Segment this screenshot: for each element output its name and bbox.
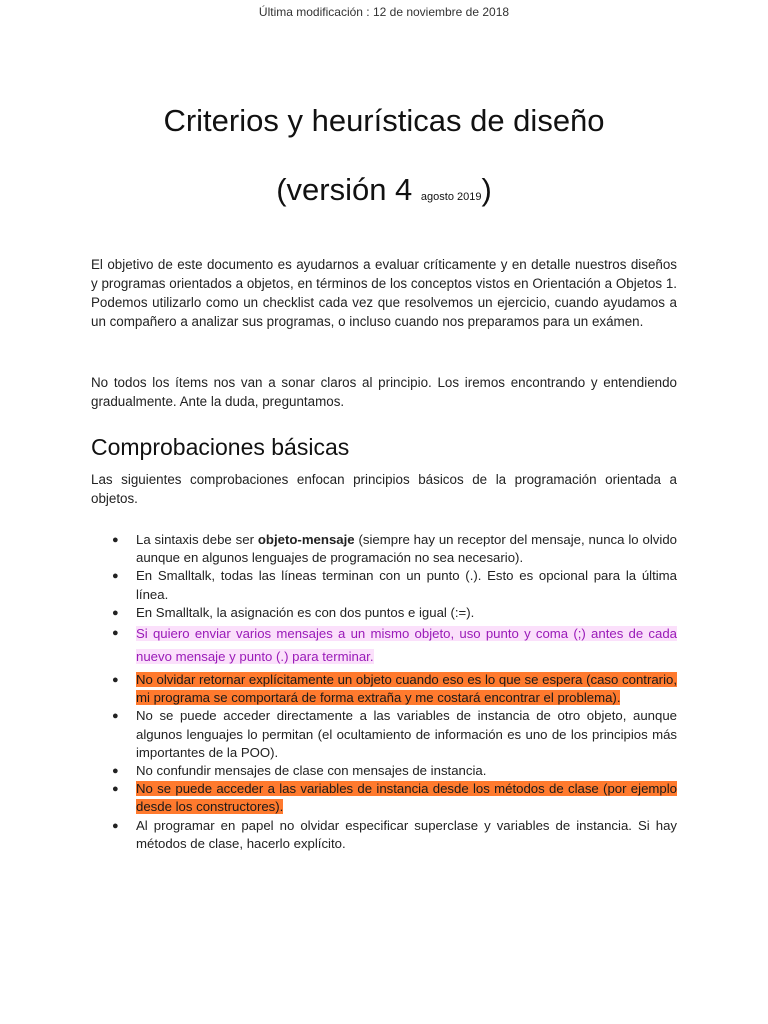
document-title: Criterios y heurísticas de diseño — [163, 103, 605, 138]
list-item-highlighted-pink — [91, 622, 677, 668]
checklist — [91, 531, 677, 853]
list-item — [91, 707, 677, 762]
version-close: ) — [481, 172, 492, 207]
intro-paragraph: El objetivo de este documento es ayudarnos a evaluar críticamente y en detalle nuestros diseños y programas orientados a objetos, en términos de los conceptos vistos en Orientación a Objetos 1. Podemos utilizarlo como un checklist cada vez que resolvemos un ejercicio, cuando ayudamos a un compañero a analizar sus programas, o incluso cuando nos preparamos para un exámen. — [91, 257, 677, 329]
section-heading: Comprobaciones básicas — [91, 434, 350, 460]
bullet-icon: ● — [112, 783, 119, 796]
bullet-icon: ● — [112, 710, 119, 723]
item-text: No se puede acceder directamente a las variables de instancia de otro objeto, aunque algunos lenguajes lo permitan (el ocultamiento de información es uno de los principios más importantes de la POO). — [136, 708, 677, 760]
bullet-icon: ● — [112, 606, 119, 619]
version-date: agosto 2019 — [420, 191, 482, 203]
item-text: En Smalltalk, la asignación es con dos puntos e igual (:=). — [136, 604, 475, 620]
bullet-icon: ● — [112, 674, 119, 687]
bullet-icon: ● — [112, 570, 119, 583]
bullet-icon: ● — [112, 765, 119, 778]
last-modified-text: Última modificación : 12 de noviembre de 2018 — [258, 5, 510, 19]
highlighted-item-text: Si quiero enviar varios mensajes a un mismo objeto, uso punto y coma (;) antes de cada nuevo mensaje y punto (.) para terminar. — [136, 626, 677, 665]
bullet-icon: ● — [112, 534, 119, 546]
version-label: (versión 4 — [276, 172, 421, 207]
list-item-highlighted-orange — [91, 671, 677, 707]
list-item — [91, 531, 677, 567]
item-text: (siempre hay un receptor del mensaje, nunca lo olvido aunque en algunos lenguajes de programación no sea necesario). — [136, 532, 677, 566]
list-item — [91, 604, 677, 622]
list-item — [91, 817, 677, 853]
highlighted-item-text: No olvidar retornar explícitamente un objeto cuando eso es lo que se espera (caso contrario, mi programa se comportará de forma extraña y me costará encontrar el problema). — [136, 672, 677, 706]
item-text: La sintaxis debe ser — [136, 532, 258, 547]
bullet-icon: ● — [112, 627, 119, 640]
item-text: En Smalltalk, todas las líneas terminan con un punto (.). Esto es opcional para la última línea. — [136, 568, 677, 602]
version-line — [0, 172, 768, 208]
item-text: No confundir mensajes de clase con mensajes de instancia. — [136, 763, 487, 779]
list-item — [91, 567, 677, 603]
item-bold-text: objeto-mensaje — [257, 532, 355, 547]
item-text: Al programar en papel no olvidar especificar superclase y variables de instancia. Si hay métodos de clase, hacerlo explícito. — [136, 817, 677, 851]
bullet-icon: ● — [112, 819, 119, 832]
highlighted-item-text: No se puede acceder a las variables de instancia desde los métodos de clase (por ejemplo desde los constructores). — [136, 781, 677, 815]
list-item-highlighted-orange — [91, 780, 677, 816]
section-lead: Las siguientes comprobaciones enfocan principios básicos de la programación orientada a objetos. — [91, 472, 677, 506]
intro-paragraph-2: No todos los ítems nos van a sonar claros al principio. Los iremos encontrando y entendiendo gradualmente. Ante la duda, preguntamos. — [91, 375, 677, 409]
list-item — [91, 762, 677, 780]
